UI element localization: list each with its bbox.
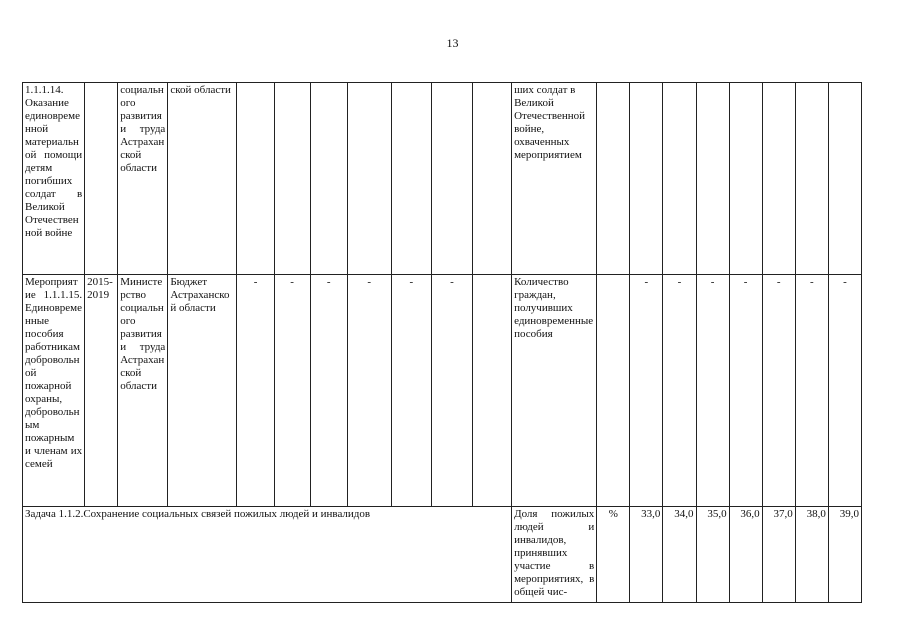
table-row	[23, 83, 862, 275]
task-cell: Задача 1.1.2.Сохранение социальных связей пожилых людей и инвалидов	[23, 507, 512, 603]
indicator-cell: Доля пожилых людей и инвалидов, принявших участие в мероприятиях, в общей чис-	[512, 507, 597, 603]
value-cell: 35,0	[696, 507, 729, 603]
funding-dash: -	[391, 275, 431, 507]
page-number: 13	[446, 36, 459, 50]
value-dash: -	[762, 275, 795, 507]
table-row	[23, 275, 862, 507]
table-row	[23, 507, 862, 603]
period-cell	[85, 83, 118, 275]
funding-cell	[431, 83, 472, 275]
funding-dash: -	[237, 275, 274, 507]
value-cell	[729, 83, 762, 275]
source-cell: Бюджет Астраханской области	[168, 275, 237, 507]
funding-cell	[347, 83, 391, 275]
value-dash: -	[696, 275, 729, 507]
funding-cell	[237, 83, 274, 275]
value-cell: 37,0	[762, 507, 795, 603]
value-cell: 34,0	[663, 507, 696, 603]
executor-cell: Министерство социального развития и труда Астраханской области	[118, 275, 168, 507]
value-dash: -	[663, 275, 696, 507]
indicator-cell: Количество граждан, получивших единовременные пособия	[512, 275, 597, 507]
value-dash: -	[630, 275, 663, 507]
source-cell: ской области	[168, 83, 237, 275]
value-dash: -	[828, 275, 861, 507]
funding-cell	[391, 83, 431, 275]
funding-dash: -	[310, 275, 347, 507]
unit-cell	[597, 83, 630, 275]
indicator-cell: ших солдат в Великой Отечественной войне, охваченных мероприятием	[512, 83, 597, 275]
value-dash: -	[795, 275, 828, 507]
funding-dash: -	[274, 275, 310, 507]
value-cell: 36,0	[729, 507, 762, 603]
funding-cell	[473, 83, 512, 275]
funding-dash: -	[431, 275, 472, 507]
funding-cell	[310, 83, 347, 275]
value-cell	[828, 83, 861, 275]
value-cell: 39,0	[828, 507, 861, 603]
value-cell: 33,0	[630, 507, 663, 603]
value-cell	[663, 83, 696, 275]
value-cell	[630, 83, 663, 275]
funding-cell	[274, 83, 310, 275]
period-cell: 2015-2019	[85, 275, 118, 507]
value-dash: -	[729, 275, 762, 507]
value-cell: 38,0	[795, 507, 828, 603]
program-table	[22, 82, 862, 603]
value-cell	[795, 83, 828, 275]
funding-dash: -	[347, 275, 391, 507]
unit-cell: %	[597, 507, 630, 603]
value-cell	[696, 83, 729, 275]
funding-cell	[473, 275, 512, 507]
value-cell	[762, 83, 795, 275]
event-cell: Мероприятие 1.1.1.15. Единовременные пособия работникам добровольной пожарной охраны, добровольным пожарным и членам их семей	[23, 275, 85, 507]
executor-cell: социального развития и труда Астраханской области	[118, 83, 168, 275]
unit-cell	[597, 275, 630, 507]
event-cell: 1.1.1.14. Оказание единовременной материальной помощи детям погибших солдат в Великой Отечественной войне	[23, 83, 85, 275]
